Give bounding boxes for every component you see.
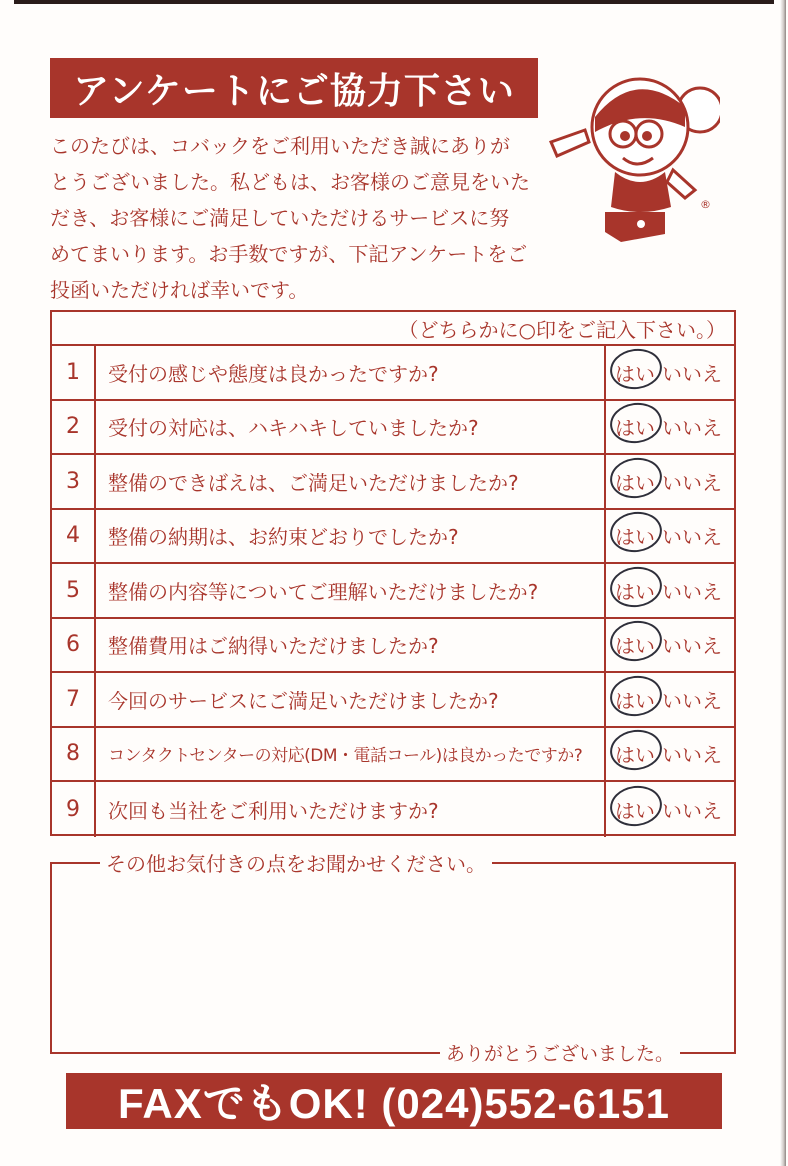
question-row <box>52 673 734 728</box>
answer-choice[interactable] <box>604 619 734 672</box>
answer-choice[interactable] <box>604 346 734 399</box>
answer-yes[interactable]: はい <box>610 358 660 387</box>
question-text: 整備のできばえは、ご満足いただけましたか? <box>108 470 519 495</box>
question-row <box>52 346 734 401</box>
card-right-edge <box>780 0 786 1166</box>
question-row <box>52 782 734 837</box>
answer-yes[interactable]: はい <box>610 795 660 824</box>
answer-choice[interactable] <box>604 455 734 508</box>
answer-choice[interactable] <box>604 510 734 563</box>
survey-table <box>50 310 736 836</box>
answer-no[interactable]: いいえ <box>662 688 722 713</box>
fax-number-banner: FAXでもOK! (024)552-6151 <box>66 1073 722 1129</box>
registered-mark: ® <box>700 198 711 211</box>
question-text: 整備費用はご納得いただけましたか? <box>108 634 439 659</box>
comments-box[interactable] <box>50 852 736 1065</box>
question-number: 7 <box>52 673 96 726</box>
mascot-character-icon <box>545 72 720 247</box>
question-text: 整備の内容等についてご理解いただけましたか? <box>108 579 539 604</box>
question-number: 2 <box>52 401 96 454</box>
survey-title-banner: アンケートにご協力下さい <box>50 58 538 118</box>
answer-no[interactable]: いいえ <box>662 634 722 659</box>
answer-choice[interactable] <box>604 728 734 781</box>
intro-line: めてまいります。お手数ですが、下記アンケートをご <box>50 242 528 266</box>
intro-line: このたびは、コバックをご利用いただき誠にありが <box>50 134 510 158</box>
answer-choice[interactable] <box>604 401 734 454</box>
question-number: 8 <box>52 728 96 781</box>
comments-title: その他お気付きの点をお聞かせください。 <box>100 848 492 877</box>
question-text: コンタクトセンターの対応(DM・電話コール)は良かったですか? <box>108 746 583 767</box>
question-row <box>52 510 734 565</box>
answer-yes[interactable]: はい <box>610 467 660 496</box>
question-row <box>52 455 734 510</box>
intro-line: とうございました。私どもは、お客様のご意見をいた <box>50 170 530 194</box>
question-number: 6 <box>52 619 96 672</box>
question-row <box>52 619 734 674</box>
answer-no[interactable]: いいえ <box>662 525 722 550</box>
intro-line: 投函いただければ幸いです。 <box>50 278 309 302</box>
question-number: 9 <box>52 782 96 837</box>
intro-text <box>50 128 550 308</box>
answer-yes[interactable]: はい <box>610 739 660 768</box>
card-top-edge <box>14 0 774 4</box>
question-number: 4 <box>52 510 96 563</box>
answer-choice[interactable] <box>604 782 734 837</box>
question-row <box>52 728 734 783</box>
question-number: 1 <box>52 346 96 399</box>
answer-no[interactable]: いいえ <box>662 743 722 768</box>
answer-choice[interactable] <box>604 673 734 726</box>
question-number: 3 <box>52 455 96 508</box>
intro-line: だき、お客様にご満足していただけるサービスに努 <box>50 206 510 230</box>
question-text: 受付の感じや態度は良かったですか? <box>108 361 439 386</box>
question-row <box>52 401 734 456</box>
answer-choice[interactable] <box>604 564 734 617</box>
answer-yes[interactable]: はい <box>610 521 660 550</box>
question-text: 次回も当社をご利用いただけますか? <box>108 798 439 823</box>
question-number: 5 <box>52 564 96 617</box>
answer-no[interactable]: いいえ <box>662 798 722 823</box>
answer-no[interactable]: いいえ <box>662 416 722 441</box>
answer-yes[interactable]: はい <box>610 630 660 659</box>
survey-instruction: （どちらかに○印をご記入下さい。） <box>52 312 734 346</box>
thanks-message: ありがとうございました。 <box>440 1039 680 1066</box>
answer-no[interactable]: いいえ <box>662 361 722 386</box>
answer-no[interactable]: いいえ <box>662 579 722 604</box>
question-text: 整備の納期は、お約束どおりでしたか? <box>108 525 459 550</box>
question-text: 今回のサービスにご満足いただけましたか? <box>108 688 499 713</box>
answer-no[interactable]: いいえ <box>662 470 722 495</box>
question-text: 受付の対応は、ハキハキしていましたか? <box>108 416 479 441</box>
answer-yes[interactable]: はい <box>610 412 660 441</box>
question-row <box>52 564 734 619</box>
answer-yes[interactable]: はい <box>610 576 660 605</box>
answer-yes[interactable]: はい <box>610 685 660 714</box>
